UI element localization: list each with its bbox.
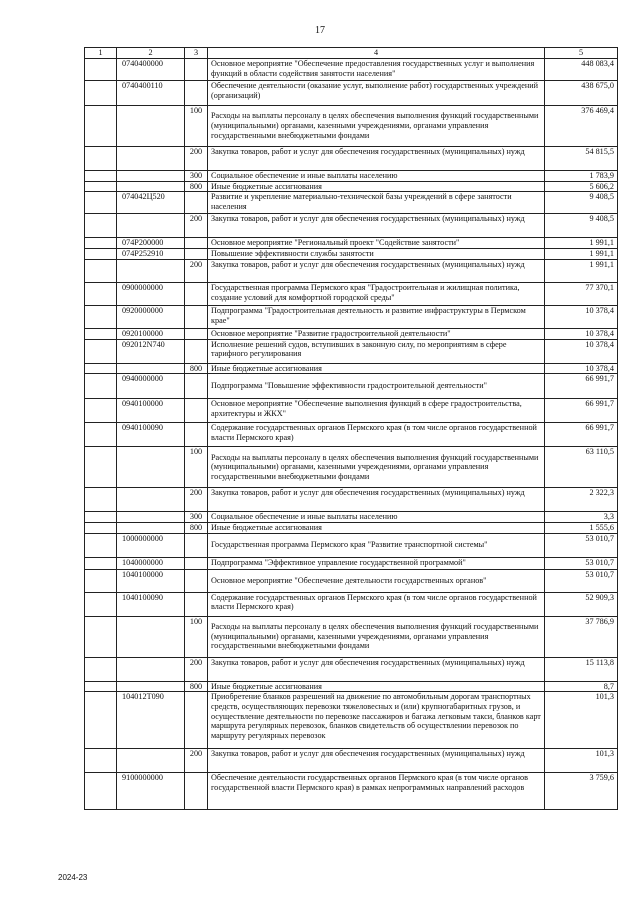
expense-type-cell: [185, 328, 208, 339]
code-cell: 0940100090: [117, 423, 185, 447]
amount-cell: 53 010,7: [545, 533, 618, 557]
table-row: [85, 657, 618, 681]
page-number: 17: [315, 25, 325, 36]
col1-cell: [85, 238, 117, 249]
amount-cell: 5 606,2: [545, 181, 618, 192]
code-cell: [117, 363, 185, 374]
expense-type-cell: [185, 81, 208, 106]
code-cell: 0920100000: [117, 328, 185, 339]
col1-cell: [85, 305, 117, 328]
name-cell: Расходы на выплаты персоналу в целях обеспечения выполнения функций государственными (муниципальными) органами, казенными учреждениями, органами управления государственными внебюджетными фондами: [208, 616, 545, 657]
amount-cell: 54 815,5: [545, 147, 618, 171]
expense-type-cell: 800: [185, 681, 208, 692]
table-row: [85, 259, 618, 282]
name-cell: Закупка товаров, работ и услуг для обеспечения государственных (муниципальных) нужд: [208, 749, 545, 773]
amount-cell: 77 370,1: [545, 282, 618, 305]
table-row: [85, 488, 618, 512]
expense-type-cell: [185, 305, 208, 328]
name-cell: Подпрограмма "Градостроительная деятельность и развитие инфраструктуры в Пермском крае": [208, 305, 545, 328]
expense-type-cell: 200: [185, 488, 208, 512]
expense-type-cell: 200: [185, 657, 208, 681]
code-cell: [117, 681, 185, 692]
name-cell: Приобретение бланков разрешений на движение по автомобильным дорогам транспортных средств, осуществляющих перевозки тяжеловесных и (или) крупногабаритных грузов, и осуществление деятельности по перевозке пассажиров и багажа легковым такси, бланков карт маршрута регулярных перевозок, бланков свидетельств об осуществлении перевозок по маршруту регулярных перевозок: [208, 692, 545, 749]
expense-type-cell: [185, 569, 208, 592]
code-cell: [117, 147, 185, 171]
code-cell: [117, 488, 185, 512]
col1-cell: [85, 192, 117, 214]
amount-cell: 9 408,5: [545, 192, 618, 214]
table-row: [85, 749, 618, 773]
amount-cell: 9 408,5: [545, 214, 618, 238]
table-row: [85, 328, 618, 339]
code-cell: [117, 181, 185, 192]
amount-cell: 66 991,7: [545, 374, 618, 399]
name-cell: Основное мероприятие "Обеспечение предоставления государственных услуг и выполнения функций в области содействия занятости населения": [208, 59, 545, 81]
expense-type-cell: 200: [185, 259, 208, 282]
amount-cell: 1 991,1: [545, 249, 618, 260]
code-cell: [117, 512, 185, 523]
name-cell: Основное мероприятие "Региональный проект "Содействие занятости": [208, 238, 545, 249]
table-row: [85, 305, 618, 328]
table-row: [85, 171, 618, 182]
name-cell: Иные бюджетные ассигнования: [208, 363, 545, 374]
name-cell: Развитие и укрепление материально-технической базы учреждений в сфере занятости населения: [208, 192, 545, 214]
amount-cell: 15 113,8: [545, 657, 618, 681]
col1-cell: [85, 171, 117, 182]
code-cell: 0920000000: [117, 305, 185, 328]
col1-cell: [85, 423, 117, 447]
name-cell: Закупка товаров, работ и услуг для обеспечения государственных (муниципальных) нужд: [208, 214, 545, 238]
table-row: [85, 282, 618, 305]
code-cell: 074042Ц520: [117, 192, 185, 214]
code-cell: 1000000000: [117, 533, 185, 557]
table-row: [85, 522, 618, 533]
amount-cell: 53 010,7: [545, 569, 618, 592]
expense-type-cell: [185, 249, 208, 260]
code-cell: [117, 447, 185, 488]
table-row: [85, 59, 618, 81]
code-cell: 074P200000: [117, 238, 185, 249]
table-row: [85, 363, 618, 374]
col1-cell: [85, 512, 117, 523]
name-cell: Иные бюджетные ассигнования: [208, 181, 545, 192]
name-cell: Подпрограмма "Эффективное управление государственной программой": [208, 557, 545, 569]
expense-type-cell: 200: [185, 749, 208, 773]
name-cell: Обеспечение деятельности государственных органов Пермского края (в том числе органов государственной власти Пермского края) в рамках непрограммных направлений расходов: [208, 773, 545, 810]
name-cell: Расходы на выплаты персоналу в целях обеспечения выполнения функций государственными (муниципальными) органами, казенными учреждениями, органами управления государственными внебюджетными фондами: [208, 106, 545, 147]
name-cell: Закупка товаров, работ и услуг для обеспечения государственных (муниципальных) нужд: [208, 657, 545, 681]
col1-cell: [85, 616, 117, 657]
amount-cell: 1 783,9: [545, 171, 618, 182]
expense-type-cell: 800: [185, 363, 208, 374]
expense-type-cell: [185, 59, 208, 81]
col1-cell: [85, 522, 117, 533]
expense-type-cell: 100: [185, 106, 208, 147]
table-row: [85, 569, 618, 592]
table-row: [85, 592, 618, 616]
amount-cell: 10 378,4: [545, 328, 618, 339]
name-cell: Государственная программа Пермского края "Развитие транспортной системы": [208, 533, 545, 557]
name-cell: Иные бюджетные ассигнования: [208, 522, 545, 533]
code-cell: [117, 106, 185, 147]
table-row: [85, 447, 618, 488]
table-row: [85, 512, 618, 523]
code-cell: 1040000000: [117, 557, 185, 569]
expense-type-cell: [185, 773, 208, 810]
amount-cell: 1 555,6: [545, 522, 618, 533]
expense-type-cell: [185, 592, 208, 616]
expense-type-cell: [185, 692, 208, 749]
name-cell: Закупка товаров, работ и услуг для обеспечения государственных (муниципальных) нужд: [208, 488, 545, 512]
expense-type-cell: [185, 192, 208, 214]
code-cell: 9100000000: [117, 773, 185, 810]
col1-cell: [85, 339, 117, 363]
table-row: [85, 214, 618, 238]
col1-cell: [85, 147, 117, 171]
col1-cell: [85, 59, 117, 81]
table-row: [85, 692, 618, 749]
expense-type-cell: [185, 238, 208, 249]
code-cell: [117, 214, 185, 238]
code-cell: [117, 259, 185, 282]
amount-cell: 63 110,5: [545, 447, 618, 488]
budget-table: [84, 47, 618, 810]
code-cell: 1040100000: [117, 569, 185, 592]
header-cell: 2: [117, 48, 185, 59]
expense-type-cell: [185, 282, 208, 305]
col1-cell: [85, 374, 117, 399]
table-row: [85, 773, 618, 810]
col1-cell: [85, 592, 117, 616]
table-row: [85, 374, 618, 399]
amount-cell: 10 378,4: [545, 305, 618, 328]
amount-cell: 3 759,6: [545, 773, 618, 810]
name-cell: Содержание государственных органов Пермского края (в том числе органов государственной власти Пермского края): [208, 592, 545, 616]
name-cell: Основное мероприятие "Развитие градостроительной деятельности": [208, 328, 545, 339]
code-cell: 0740400110: [117, 81, 185, 106]
header-cell: 3: [185, 48, 208, 59]
expense-type-cell: 300: [185, 512, 208, 523]
name-cell: Содержание государственных органов Пермского края (в том числе органов государственной власти Пермского края): [208, 423, 545, 447]
table-row: [85, 147, 618, 171]
col1-cell: [85, 569, 117, 592]
name-cell: Иные бюджетные ассигнования: [208, 681, 545, 692]
table-row: [85, 616, 618, 657]
col1-cell: [85, 328, 117, 339]
code-cell: [117, 171, 185, 182]
name-cell: Повышение эффективности службы занятости: [208, 249, 545, 260]
expense-type-cell: 200: [185, 214, 208, 238]
col1-cell: [85, 81, 117, 106]
col1-cell: [85, 533, 117, 557]
col1-cell: [85, 657, 117, 681]
code-cell: 1040100090: [117, 592, 185, 616]
amount-cell: 438 675,0: [545, 81, 618, 106]
table-row: [85, 557, 618, 569]
col1-cell: [85, 488, 117, 512]
col1-cell: [85, 214, 117, 238]
code-cell: 0940000000: [117, 374, 185, 399]
name-cell: Исполнение решений судов, вступивших в законную силу, по мероприятиям в сфере тарифного регулирования: [208, 339, 545, 363]
expense-type-cell: [185, 374, 208, 399]
table-row: [85, 423, 618, 447]
code-cell: 0900000000: [117, 282, 185, 305]
code-cell: [117, 616, 185, 657]
name-cell: Социальное обеспечение и иные выплаты населению: [208, 512, 545, 523]
footer-code: 2024-23: [58, 873, 88, 882]
name-cell: Подпрограмма "Повышение эффективности градостроительной деятельности": [208, 374, 545, 399]
expense-type-cell: 100: [185, 616, 208, 657]
col1-cell: [85, 363, 117, 374]
col1-cell: [85, 681, 117, 692]
expense-type-cell: [185, 557, 208, 569]
col1-cell: [85, 282, 117, 305]
table-row: [85, 249, 618, 260]
col1-cell: [85, 181, 117, 192]
header-cell: 4: [208, 48, 545, 59]
header-row: [85, 48, 618, 59]
amount-cell: 66 991,7: [545, 423, 618, 447]
code-cell: [117, 657, 185, 681]
table-row: [85, 106, 618, 147]
amount-cell: 53 010,7: [545, 557, 618, 569]
amount-cell: 52 909,3: [545, 592, 618, 616]
table-row: [85, 399, 618, 423]
expense-type-cell: 200: [185, 147, 208, 171]
amount-cell: 66 991,7: [545, 399, 618, 423]
amount-cell: 101,3: [545, 749, 618, 773]
name-cell: Обеспечение деятельности (оказание услуг, выполнение работ) государственных учреждений (организаций): [208, 81, 545, 106]
col1-cell: [85, 692, 117, 749]
expense-type-cell: 100: [185, 447, 208, 488]
amount-cell: 10 378,4: [545, 339, 618, 363]
expense-type-cell: 800: [185, 522, 208, 533]
col1-cell: [85, 399, 117, 423]
amount-cell: 448 083,4: [545, 59, 618, 81]
amount-cell: 3,3: [545, 512, 618, 523]
expense-type-cell: [185, 339, 208, 363]
table-row: [85, 339, 618, 363]
name-cell: Основное мероприятие "Обеспечение выполнения функций в сфере градостроительства, архитектуры и ЖКХ": [208, 399, 545, 423]
name-cell: Социальное обеспечение и иные выплаты населению: [208, 171, 545, 182]
expense-type-cell: [185, 423, 208, 447]
header-cell: 1: [85, 48, 117, 59]
expense-type-cell: [185, 399, 208, 423]
code-cell: 0940100000: [117, 399, 185, 423]
name-cell: Расходы на выплаты персоналу в целях обеспечения выполнения функций государственными (муниципальными) органами, казенными учреждениями, органами управления государственными внебюджетными фондами: [208, 447, 545, 488]
code-cell: [117, 522, 185, 533]
col1-cell: [85, 249, 117, 260]
code-cell: 092012N740: [117, 339, 185, 363]
col1-cell: [85, 447, 117, 488]
amount-cell: 1 991,1: [545, 259, 618, 282]
amount-cell: 37 786,9: [545, 616, 618, 657]
col1-cell: [85, 749, 117, 773]
col1-cell: [85, 773, 117, 810]
table-row: [85, 192, 618, 214]
table-row: [85, 238, 618, 249]
amount-cell: 376 469,4: [545, 106, 618, 147]
table-row: [85, 81, 618, 106]
amount-cell: 10 378,4: [545, 363, 618, 374]
amount-cell: 1 991,1: [545, 238, 618, 249]
table-row: [85, 681, 618, 692]
name-cell: Основное мероприятие "Обеспечение деятельности государственных органов": [208, 569, 545, 592]
table-row: [85, 181, 618, 192]
amount-cell: 101,3: [545, 692, 618, 749]
expense-type-cell: 300: [185, 171, 208, 182]
expense-type-cell: [185, 533, 208, 557]
code-cell: [117, 749, 185, 773]
header-cell: 5: [545, 48, 618, 59]
col1-cell: [85, 106, 117, 147]
name-cell: Закупка товаров, работ и услуг для обеспечения государственных (муниципальных) нужд: [208, 259, 545, 282]
code-cell: 104012Т090: [117, 692, 185, 749]
amount-cell: 8,7: [545, 681, 618, 692]
amount-cell: 2 322,3: [545, 488, 618, 512]
code-cell: 0740400000: [117, 59, 185, 81]
table-row: [85, 533, 618, 557]
name-cell: Закупка товаров, работ и услуг для обеспечения государственных (муниципальных) нужд: [208, 147, 545, 171]
code-cell: 074P252910: [117, 249, 185, 260]
col1-cell: [85, 557, 117, 569]
col1-cell: [85, 259, 117, 282]
expense-type-cell: 800: [185, 181, 208, 192]
name-cell: Государственная программа Пермского края "Градостроительная и жилищная политика, создание условий для комфортной городской среды": [208, 282, 545, 305]
